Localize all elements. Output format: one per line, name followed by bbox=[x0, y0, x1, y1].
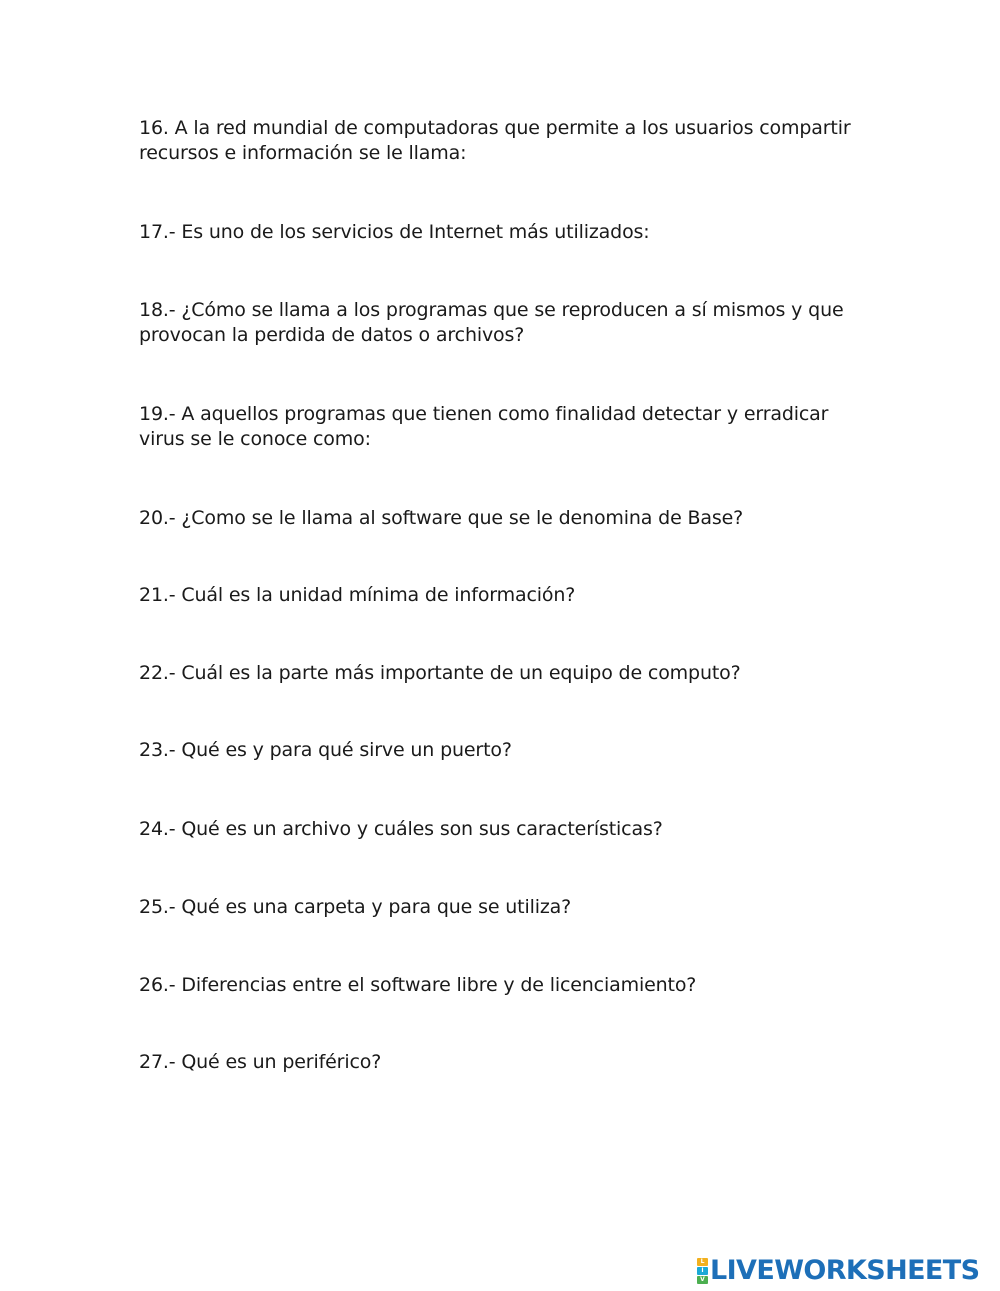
logo-block-l: L bbox=[697, 1258, 708, 1266]
question-17-line-1: 17.- Es uno de los servicios de Internet más utilizados: bbox=[139, 221, 650, 243]
question-18 bbox=[139, 298, 869, 348]
liveworksheets-logo-icon bbox=[697, 1258, 708, 1284]
question-18-line-2: provocan la perdida de datos o archivos? bbox=[139, 324, 525, 346]
question-16 bbox=[139, 116, 869, 166]
logo-block-i: I bbox=[697, 1267, 708, 1275]
question-25-line-1: 25.- Qué es una carpeta y para que se utiliza? bbox=[139, 896, 572, 918]
question-22 bbox=[139, 661, 869, 686]
liveworksheets-wordmark: LIVEWORKSHEETS bbox=[710, 1255, 980, 1286]
question-21-line-1: 21.- Cuál es la unidad mínima de información? bbox=[139, 584, 576, 606]
question-16-line-1: 16. A la red mundial de computadoras que permite a los usuarios compartir bbox=[139, 117, 851, 139]
question-19-line-1: 19.- A aquellos programas que tienen como finalidad detectar y erradicar bbox=[139, 403, 829, 425]
question-27-line-1: 27.- Qué es un periférico? bbox=[139, 1051, 382, 1073]
question-20 bbox=[139, 506, 869, 531]
question-21 bbox=[139, 583, 869, 608]
question-23-line-1: 23.- Qué es y para qué sirve un puerto? bbox=[139, 739, 512, 761]
liveworksheets-logo[interactable] bbox=[697, 1256, 979, 1286]
question-24 bbox=[139, 817, 869, 842]
question-23 bbox=[139, 738, 869, 763]
question-27 bbox=[139, 1050, 869, 1075]
question-18-line-1: 18.- ¿Cómo se llama a los programas que se reproducen a sí mismos y que bbox=[139, 299, 844, 321]
question-16-line-2: recursos e información se le llama: bbox=[139, 142, 467, 164]
question-20-line-1: 20.- ¿Como se le llama al software que se le denomina de Base? bbox=[139, 507, 744, 529]
question-17 bbox=[139, 220, 869, 245]
question-24-line-1: 24.- Qué es un archivo y cuáles son sus características? bbox=[139, 818, 663, 840]
logo-block-v: V bbox=[697, 1276, 708, 1284]
question-26 bbox=[139, 973, 869, 998]
question-19-line-2: virus se le conoce como: bbox=[139, 428, 371, 450]
question-25 bbox=[139, 895, 869, 920]
question-19 bbox=[139, 402, 869, 452]
question-26-line-1: 26.- Diferencias entre el software libre y de licenciamiento? bbox=[139, 974, 697, 996]
question-22-line-1: 22.- Cuál es la parte más importante de un equipo de computo? bbox=[139, 662, 741, 684]
